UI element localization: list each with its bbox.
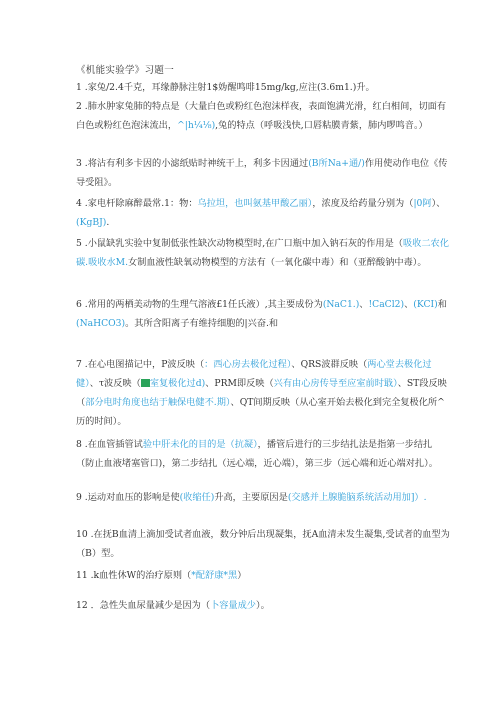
question-text: 、ST段反映（	[76, 378, 447, 408]
question-4	[76, 194, 450, 232]
question-number: 4	[76, 198, 85, 209]
question-text: (3.6m1.)	[317, 82, 357, 93]
highlight-mark	[141, 379, 150, 387]
question-text: ，播管后进行的三步结扎法是指第一步结扎（防止血液堵塞管口)，第二步结扎（远心端，近心端），第三步（远心端和近心端对扎）。	[76, 439, 438, 469]
answer-text: 验中肝未化的目的是（抗凝）	[142, 439, 258, 450]
answer-text: 乌拉坦，也叫氨基甲酸乙丽）	[197, 198, 313, 209]
question-number: 2	[76, 101, 85, 112]
question-text: .常用的两栖美动物的生理气溶液£1任氏液）,其主要成份为	[84, 299, 323, 310]
answer-text: !CaCl2)	[368, 299, 405, 310]
question-text: .将沾有利多卡因的小滤纸贴时神统干上，利多卡因通过	[84, 158, 309, 169]
question-8	[76, 435, 450, 473]
answer-text: ：西心房去极化过程）	[204, 359, 292, 370]
answer-text: (收缩任)	[179, 492, 215, 503]
answer-text: 卜容量成少	[210, 600, 256, 611]
question-number: 7	[76, 359, 85, 370]
question-number: 6	[76, 299, 85, 310]
question-text: 、QT间期反映（从心室开始去极化到完全复极化所^历的时间）。	[76, 397, 445, 427]
question-text: ）	[237, 570, 247, 581]
question-number: 1	[76, 82, 85, 93]
question-10	[76, 525, 450, 563]
answer-text: 两心堂去极化过健）	[76, 359, 432, 389]
question-7	[76, 355, 450, 431]
question-text: .运动对血压的影响是使	[84, 492, 180, 503]
question-text: 。其所含阳离子有维持细胞的|兴奋.和	[125, 318, 279, 329]
question-text: 升高，主要原因是	[214, 492, 288, 503]
question-number: 12	[76, 600, 91, 611]
question-text: 作用使动作电位《传导受阻》。	[76, 158, 448, 188]
question-text: ）、	[431, 198, 446, 209]
question-text: ．急性失血尿量减少是因为（	[90, 600, 211, 611]
answer-text: 吸收二农化碳.吸收水M.	[76, 238, 449, 268]
question-text: .在抚B血清上滴加受试者血液，数分钟后出现凝集，抚A血清未发生凝集,受试者的血型为（B）型。	[76, 529, 450, 559]
question-6	[76, 295, 450, 333]
question-text: .k血性休W的治疗原则（	[90, 570, 192, 581]
question-number: 5	[76, 238, 85, 249]
question-text: 、QRS波群反映（	[291, 359, 368, 370]
question-number: 10	[76, 529, 91, 540]
question-12	[76, 596, 450, 615]
answer-text: (KCI)	[413, 299, 438, 310]
question-text: ，浓度及给药量分别为（	[312, 198, 414, 209]
question-2	[76, 97, 450, 135]
question-text: .家兔/2.4千克，耳缘静脉注射1$妫醒鸣啡15mg/kg,应注	[84, 82, 318, 93]
question-text: 女制血液性缺氧动物模型的方法有（一氧化碳中毒）和（亚醉酸钠中毒）。	[128, 257, 427, 268]
answer-text: *配舒康*黑	[191, 570, 238, 581]
answer-text: (交感并上腺脆脑系统活动用加]）.	[287, 492, 427, 503]
answer-text: (KgBJ)	[76, 217, 107, 228]
answer-text: (NaHCO3)	[76, 318, 126, 329]
answer-text: 室复极化过d)	[149, 378, 206, 389]
question-text: 、PRM即反映（	[205, 378, 274, 389]
question-text: .	[106, 217, 110, 228]
question-number: 11	[76, 570, 91, 581]
answer-text: 兴有由心房传导至应室前时戢）	[273, 378, 398, 389]
question-text: 升。	[356, 82, 375, 93]
question-text: 和	[437, 299, 447, 310]
question-text: .家电杆除麻醉最常.1：物：	[84, 198, 198, 209]
answer-text: (B所Na+通/)	[308, 158, 365, 169]
answer-text: ^|h¼⅛)	[177, 120, 216, 131]
question-text: 、	[359, 299, 369, 310]
question-text: 、	[404, 299, 414, 310]
question-text: ）。	[256, 600, 270, 611]
question-text: ,兔的特点（呼吸浅快,口唇粘膜青紫，肺内啰鸣音。）	[215, 120, 428, 131]
page-title: 《机能实验学》习题一	[76, 65, 175, 76]
question-text: .肺水肿家兔肺的特点是（大量白色或粉红色泡沫样夜，表面饱满光滑，红白相间，切面有白色或粉红色泡沫流出，	[76, 101, 447, 131]
question-text: .在心电图描记中，P波反映（	[84, 359, 205, 370]
answer-text: |0阿	[413, 198, 432, 209]
question-number: 9	[76, 492, 85, 503]
question-3	[76, 154, 450, 192]
question-9	[76, 488, 450, 507]
question-5	[76, 234, 450, 272]
question-1	[76, 78, 450, 97]
question-number: 3	[76, 158, 85, 169]
question-text: .小鼠缺乳实验中复制低张性缺次动物模型时,在广口瓶中加入钠石灰的作用是（	[84, 238, 403, 249]
question-text: .在血管插管试	[84, 439, 143, 450]
question-number: 8	[76, 439, 85, 450]
answer-text: (NaC1.)	[322, 299, 360, 310]
answer-text: 部分电时角度也结于触保电健不.期）	[85, 397, 231, 408]
question-11	[76, 566, 450, 585]
question-text: 、τ波反映（	[89, 378, 141, 389]
